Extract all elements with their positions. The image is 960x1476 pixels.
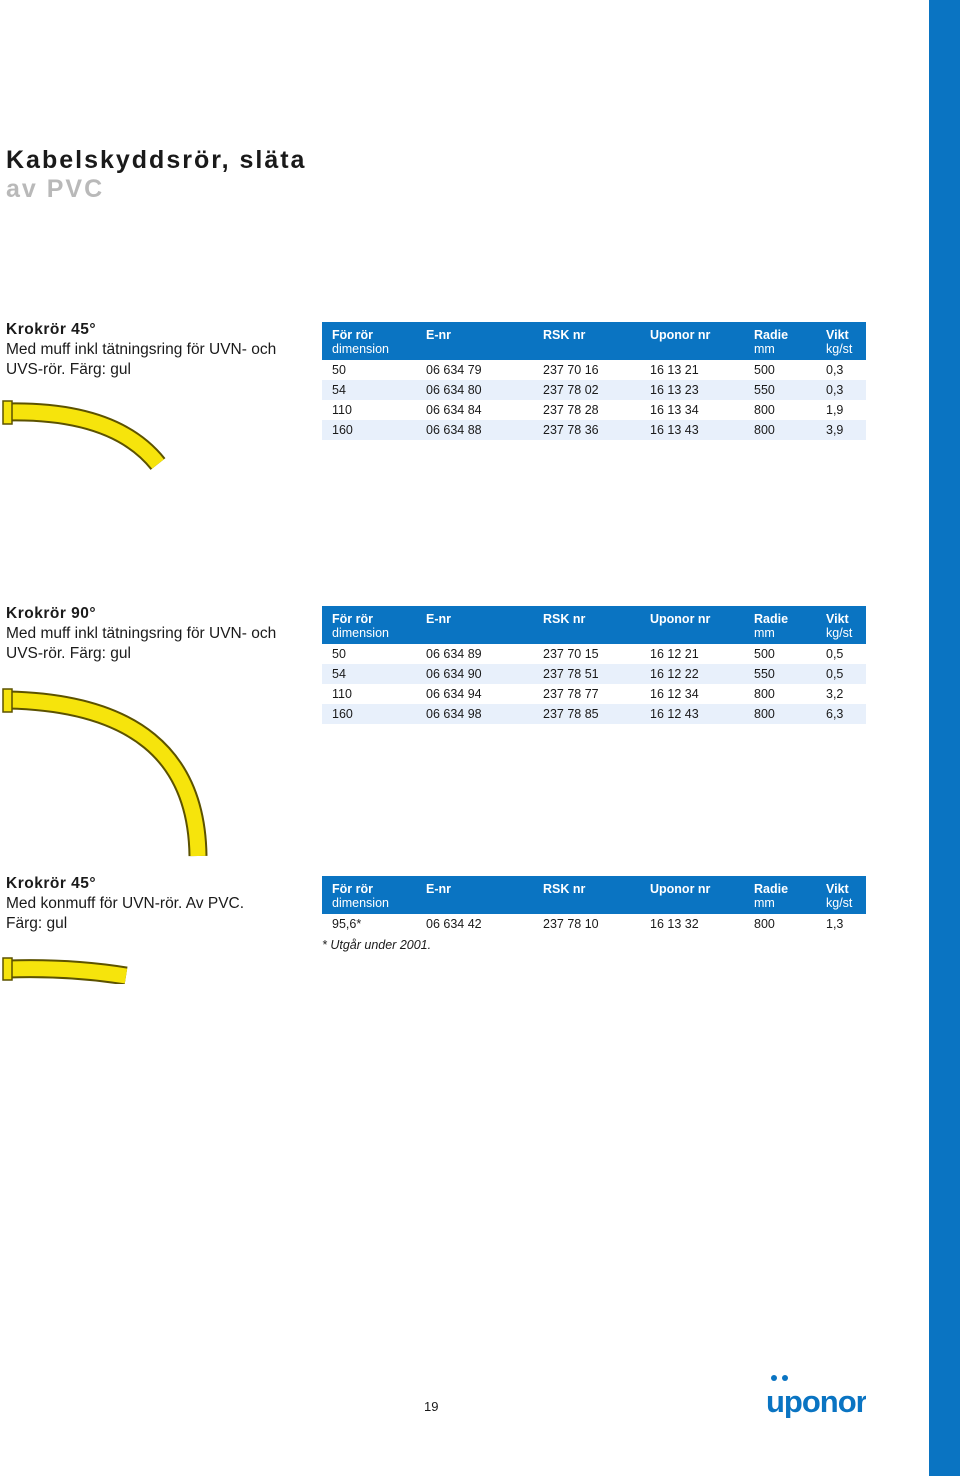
header-vikt: Vikt	[816, 322, 866, 342]
header-rsk-nr: RSK nr	[533, 606, 640, 626]
cell-rsk-nr: 237 78 02	[533, 380, 640, 400]
title-line-1: Kabelskyddsrör, släta	[6, 146, 307, 174]
cell-e-nr: 06 634 98	[416, 704, 533, 724]
cell-e-nr: 06 634 80	[416, 380, 533, 400]
cell-rsk-nr: 237 70 16	[543, 363, 599, 377]
cell-rsk-nr: 237 70 15	[543, 647, 599, 661]
spec-table	[322, 322, 866, 440]
cell-dimension: 54	[322, 380, 416, 400]
cell-uponor-nr: 16 12 22	[640, 664, 744, 684]
cell-e-nr: 06 634 89	[426, 647, 482, 661]
cell-dimension: 50	[332, 647, 346, 661]
cell-radie: 800	[744, 704, 816, 724]
header-rsk-nr-sub	[533, 342, 640, 360]
cell-vikt: 0,5	[826, 647, 844, 661]
cell-rsk-nr: 237 78 28	[543, 403, 599, 417]
header-dimension: För rör	[322, 322, 416, 342]
header-rsk-nr-sub	[533, 626, 640, 644]
cell-rsk-nr: 237 78 85	[533, 704, 640, 724]
header-uponor-nr-sub	[640, 896, 744, 914]
product-name: Krokrör 90°	[6, 605, 97, 622]
cell-dimension: 95,6*	[332, 917, 362, 931]
cell-dimension: 110	[332, 687, 352, 701]
cell-e-nr: 06 634 90	[416, 664, 533, 684]
side-accent-bar	[929, 0, 960, 1476]
header-radie: Radie	[744, 322, 816, 342]
product-desc-line-1: Med muff inkl tätningsring för UVN- och	[6, 625, 277, 642]
product-description	[6, 874, 306, 934]
table-row	[322, 360, 866, 380]
cell-rsk-nr: 237 78 10	[543, 917, 599, 931]
header-vikt-unit: kg/st	[816, 626, 866, 644]
product-desc-line-2: UVS-rör. Färg: gul	[6, 361, 131, 378]
cell-e-nr: 06 634 42	[426, 917, 482, 931]
header-dimension-sub: dimension	[322, 896, 416, 914]
cell-radie: 800	[754, 403, 775, 417]
header-uponor-nr-sub	[640, 626, 744, 644]
product-description	[6, 604, 306, 664]
cell-uponor-nr: 16 13 23	[640, 380, 744, 400]
cell-dimension: 110	[332, 403, 352, 417]
cell-uponor-nr: 16 12 21	[650, 647, 699, 661]
cell-uponor-nr: 16 13 21	[650, 363, 699, 377]
header-radie: Radie	[744, 606, 816, 626]
cell-uponor-nr: 16 12 43	[640, 704, 744, 724]
header-e-nr: E-nr	[416, 876, 533, 896]
cell-rsk-nr: 237 78 77	[543, 687, 599, 701]
header-uponor-nr-sub	[640, 342, 744, 360]
header-vikt: Vikt	[816, 606, 866, 626]
header-radie: Radie	[744, 876, 816, 896]
spec-table	[322, 876, 866, 934]
header-e-nr-sub	[416, 896, 533, 914]
cell-radie: 550	[744, 664, 816, 684]
uponor-logo-icon	[766, 1372, 866, 1418]
header-uponor-nr: Uponor nr	[640, 876, 744, 896]
header-dimension-sub: dimension	[322, 342, 416, 360]
page-number: 19	[424, 1399, 439, 1414]
product-desc-line-2: Färg: gul	[6, 915, 68, 932]
header-rsk-nr-sub	[533, 896, 640, 914]
cell-dimension: 50	[332, 363, 346, 377]
cell-uponor-nr: 16 13 43	[640, 420, 744, 440]
header-dimension-sub: dimension	[322, 626, 416, 644]
cell-radie: 500	[754, 363, 775, 377]
cell-e-nr: 06 634 94	[426, 687, 482, 701]
header-e-nr-sub	[416, 626, 533, 644]
cell-vikt: 1,9	[826, 403, 844, 417]
cell-e-nr: 06 634 84	[426, 403, 482, 417]
product-desc-line-1: Med konmuff för UVN-rör. Av PVC.	[6, 895, 245, 912]
header-dimension: För rör	[322, 606, 416, 626]
cell-vikt: 6,3	[816, 704, 866, 724]
cell-e-nr: 06 634 88	[416, 420, 533, 440]
cell-dimension: 160	[322, 704, 416, 724]
header-rsk-nr: RSK nr	[533, 876, 640, 896]
cell-vikt: 3,9	[816, 420, 866, 440]
header-rsk-nr: RSK nr	[533, 322, 640, 342]
header-vikt: Vikt	[816, 876, 866, 896]
header-vikt-unit: kg/st	[816, 896, 866, 914]
cell-radie: 800	[744, 420, 816, 440]
table-row	[322, 380, 866, 400]
pipe-cone-socket-image	[0, 954, 130, 984]
cell-radie: 550	[744, 380, 816, 400]
header-dimension: För rör	[322, 876, 416, 896]
cell-dimension: 54	[322, 664, 416, 684]
table-row	[322, 420, 866, 440]
cell-uponor-nr: 16 13 34	[650, 403, 699, 417]
cell-radie: 800	[754, 687, 775, 701]
product-name: Krokrör 45°	[6, 875, 97, 892]
product-desc-line-2: UVS-rör. Färg: gul	[6, 645, 131, 662]
page-title	[6, 146, 306, 204]
uponor-logo	[766, 1372, 866, 1423]
uponor-logo-text: uponor	[766, 1384, 866, 1418]
product-desc-line-1: Med muff inkl tätningsring för UVN- och	[6, 341, 277, 358]
cell-e-nr: 06 634 79	[426, 363, 482, 377]
header-uponor-nr: Uponor nr	[640, 606, 744, 626]
table-row	[322, 684, 866, 704]
table-footnote: * Utgår under 2001.	[322, 938, 432, 952]
table-row	[322, 400, 866, 420]
header-uponor-nr: Uponor nr	[640, 322, 744, 342]
cell-vikt: 0,3	[816, 380, 866, 400]
table-row	[322, 664, 866, 684]
table-row	[322, 914, 866, 934]
header-e-nr: E-nr	[416, 606, 533, 626]
cell-radie: 500	[754, 647, 775, 661]
cell-vikt: 0,5	[816, 664, 866, 684]
cell-radie: 800	[754, 917, 775, 931]
cell-uponor-nr: 16 13 32	[650, 917, 699, 931]
header-radie-unit: mm	[744, 896, 816, 914]
cell-vikt: 1,3	[826, 917, 844, 931]
cell-vikt: 3,2	[826, 687, 844, 701]
cell-rsk-nr: 237 78 51	[533, 664, 640, 684]
header-e-nr: E-nr	[416, 322, 533, 342]
cell-vikt: 0,3	[826, 363, 844, 377]
title-line-2: av PVC	[6, 175, 105, 203]
header-radie-unit: mm	[744, 626, 816, 644]
table-row	[322, 704, 866, 724]
header-radie-unit: mm	[744, 342, 816, 360]
pipe-bend-90-image	[0, 684, 220, 864]
header-e-nr-sub	[416, 342, 533, 360]
pipe-bend-45-image	[0, 398, 180, 473]
cell-uponor-nr: 16 12 34	[650, 687, 699, 701]
spec-table	[322, 606, 866, 724]
header-vikt-unit: kg/st	[816, 342, 866, 360]
product-name: Krokrör 45°	[6, 321, 97, 338]
cell-dimension: 160	[322, 420, 416, 440]
product-description	[6, 320, 306, 380]
table-row	[322, 644, 866, 664]
cell-rsk-nr: 237 78 36	[533, 420, 640, 440]
